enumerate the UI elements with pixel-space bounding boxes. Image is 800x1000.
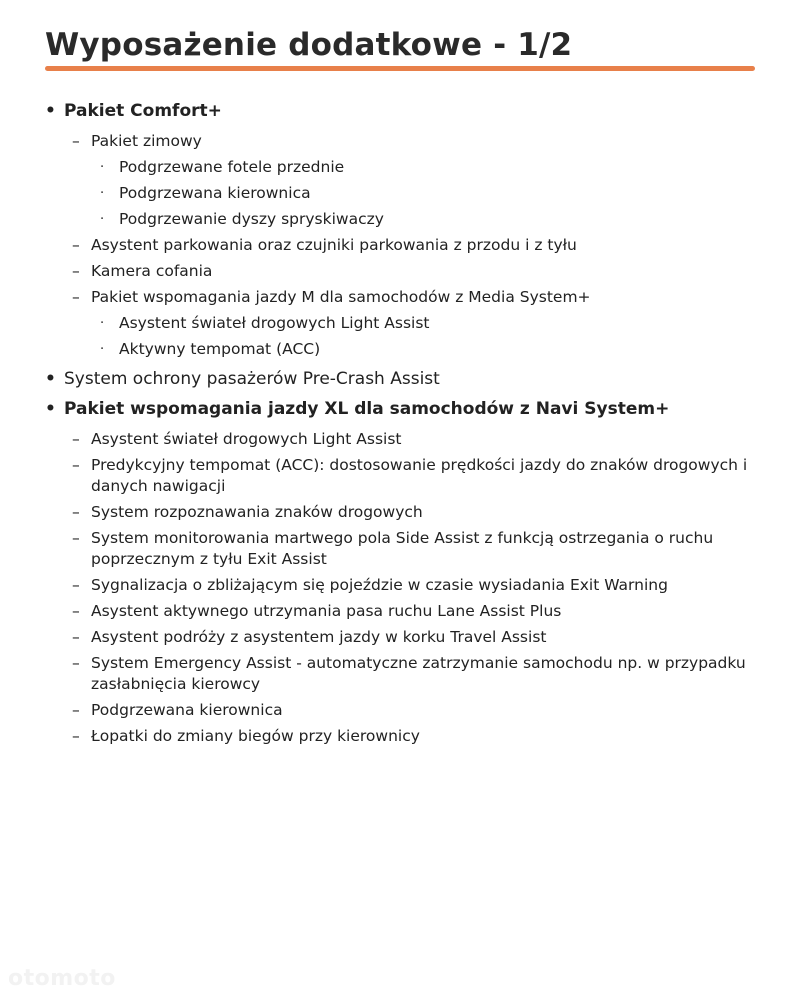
dash-marker: – [72,236,80,254]
list-item [0,131,800,152]
dash-marker: – [72,503,80,521]
dash-marker: – [72,576,80,594]
dash-marker: – [72,602,80,620]
dash-marker: – [72,727,80,745]
list-item [0,575,800,596]
list-item [0,528,800,570]
dash-marker: – [72,628,80,646]
list-item [0,429,800,450]
dot-marker: · [100,160,105,175]
bullet-marker: • [45,101,56,121]
item-label: Łopatki do zmiany biegów przy kierownicy [91,727,420,745]
item-label: Asystent podróży z asystentem jazdy w korku Travel Assist [91,628,547,646]
subitem-label: Podgrzewanie dyszy spryskiwaczy [119,210,384,228]
sub-list-item [0,157,800,178]
item-label: Pakiet zimowy [91,132,202,150]
dash-marker: – [72,701,80,719]
item-label: Asystent parkowania oraz czujniki parkowania z przodu i z tyłu [91,236,577,254]
item-label: System monitorowania martwego pola Side Assist z funkcją ostrzegania o ruchu poprzecznym z tyłu Exit Assist [91,529,714,568]
dash-marker: – [72,288,80,306]
title-underline [45,66,755,71]
dot-marker: · [100,212,105,227]
item-label: Sygnalizacja o zbliżającym się pojeździe w czasie wysiadania Exit Warning [91,576,668,594]
section-label: Pakiet Comfort+ [64,101,222,121]
sub-list-item [0,183,800,204]
item-label: System rozpoznawania znaków drogowych [91,503,423,521]
list-item [0,627,800,648]
subitem-label: Asystent świateł drogowych Light Assist [119,314,430,332]
subitem-label: Podgrzewana kierownica [119,184,311,202]
section-item [0,399,800,420]
item-label: Asystent świateł drogowych Light Assist [91,430,402,448]
sub-list-item [0,313,800,334]
item-label: Pakiet wspomagania jazdy M dla samochodów z Media System+ [91,288,591,306]
dash-marker: – [72,529,80,547]
list-item [0,235,800,256]
dash-marker: – [72,262,80,280]
dash-marker: – [72,430,80,448]
list-item [0,653,800,695]
dash-marker: – [72,654,80,672]
list-item [0,261,800,282]
subitem-label: Podgrzewane fotele przednie [119,158,345,176]
section-item [0,101,800,122]
dash-marker: – [72,456,80,474]
equipment-list [0,92,800,752]
list-item [0,700,800,721]
item-label: Predykcyjny tempomat (ACC): dostosowanie prędkości jazdy do znaków drogowych i danych nawigacji [91,456,748,495]
list-item [0,287,800,308]
sub-list-item [0,339,800,360]
page-title: Wyposażenie dodatkowe - 1/2 [45,27,573,63]
section-item [0,369,800,390]
subitem-label: Aktywny tempomat (ACC) [119,340,321,358]
dot-marker: · [100,342,105,357]
item-label: Asystent aktywnego utrzymania pasa ruchu Lane Assist Plus [91,602,562,620]
list-item [0,455,800,497]
section-label: Pakiet wspomagania jazdy XL dla samochodów z Navi System+ [64,399,670,419]
list-item [0,502,800,523]
item-label: Kamera cofania [91,262,213,280]
list-item [0,726,800,747]
dot-marker: · [100,316,105,331]
dot-marker: · [100,186,105,201]
list-item [0,601,800,622]
sub-list-item [0,209,800,230]
bullet-marker: • [45,369,56,389]
watermark-logo: otomoto [8,966,116,991]
dash-marker: – [72,132,80,150]
item-label: Podgrzewana kierownica [91,701,283,719]
bullet-marker: • [45,399,56,419]
section-label: System ochrony pasażerów Pre-Crash Assist [64,369,440,389]
item-label: System Emergency Assist - automatyczne zatrzymanie samochodu np. w przypadku zasłabnięcia kierowcy [91,654,746,693]
